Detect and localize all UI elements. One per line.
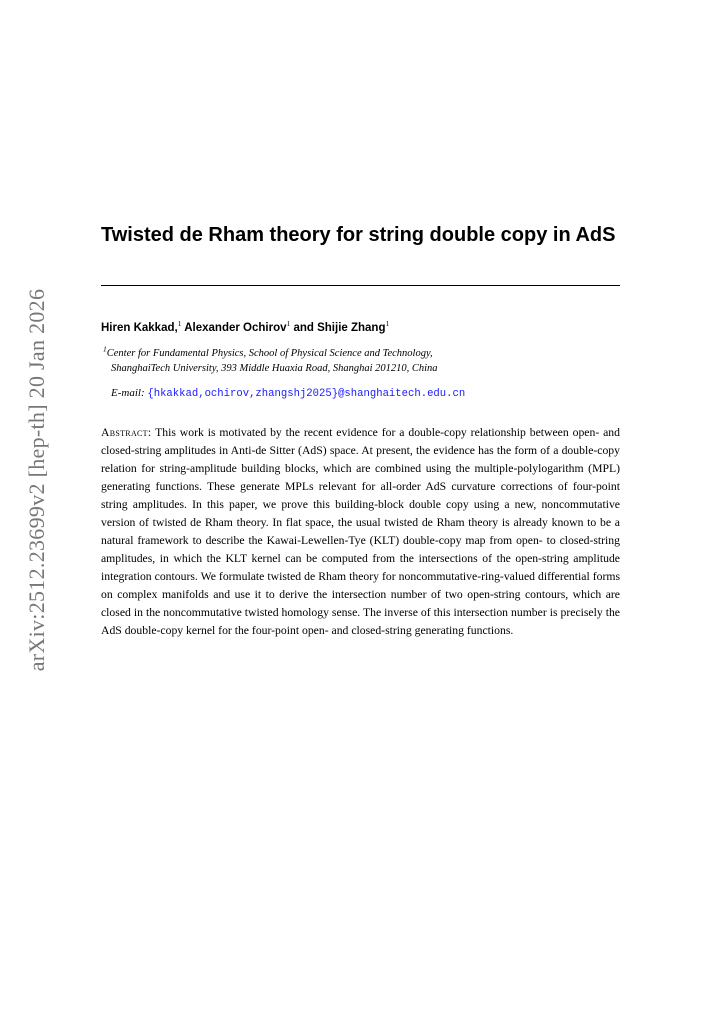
email-label: E-mail: [111, 387, 145, 399]
affiliation-mark: 1 [286, 319, 291, 329]
author-name: Alexander Ochirov [184, 322, 287, 334]
author-list [101, 319, 390, 334]
abstract [101, 424, 620, 640]
email-link[interactable]: {hkakkad,ochirov,zhangshj2025}@shanghaitech.edu.cn [147, 388, 466, 400]
author-name: Shijie Zhang [317, 322, 386, 334]
arxiv-stamp: arXiv:2512.23699v2 [hep-th] 20 Jan 2026 [24, 288, 49, 672]
author-name: Hiren Kakkad, [101, 322, 178, 334]
affiliation-mark: 1 [103, 344, 107, 354]
email-line [111, 387, 465, 400]
affiliation-mark: 1 [385, 319, 390, 329]
affiliation-line-2: ShanghaiTech University, 393 Middle Huaxia Road, Shanghai 201210, China [111, 363, 438, 374]
title-rule [101, 285, 620, 286]
affiliation [103, 346, 438, 376]
affiliation-mark: 1 [177, 319, 182, 329]
author-conjunction: and [293, 322, 314, 334]
paper-title: Twisted de Rham theory for string double copy in AdS [101, 224, 616, 246]
affiliation-line-1: Center for Fundamental Physics, School of Physical Science and Technology, [106, 348, 433, 359]
abstract-heading: Abstract: [101, 426, 152, 439]
abstract-text: This work is motivated by the recent evidence for a double-copy relationship between open- and closed-string amplitudes in Anti-de Sitter (AdS) space. At present, the evidence has the form of a double-copy relation for string-amplitude building blocks, which are combined using the multiple-polylogarithm (MPL) generating functions. These generate MPLs relevant for all-order AdS curvature corrections of four-point string amplitudes. In this paper, we prove this building-block double copy using a new, noncommutative version of twisted de Rham theory. In flat space, the usual twisted de Rham theory is already known to be a natural framework to describe the Kawai-Lewellen-Tye (KLT) double-copy map from open- to closed-string amplitudes, in which the KLT kernel can be computed from the intersections of the open-string amplitude integration contours. We formulate twisted de Rham theory for noncommutative-ring-valued differential forms on complex manifolds and use it to derive the intersection number of two open-string contours, which are closed in the noncommutative twisted homology sense. The inverse of this intersection number is precisely the AdS double-copy kernel for the four-point open- and closed-string generating functions. [101, 426, 620, 637]
